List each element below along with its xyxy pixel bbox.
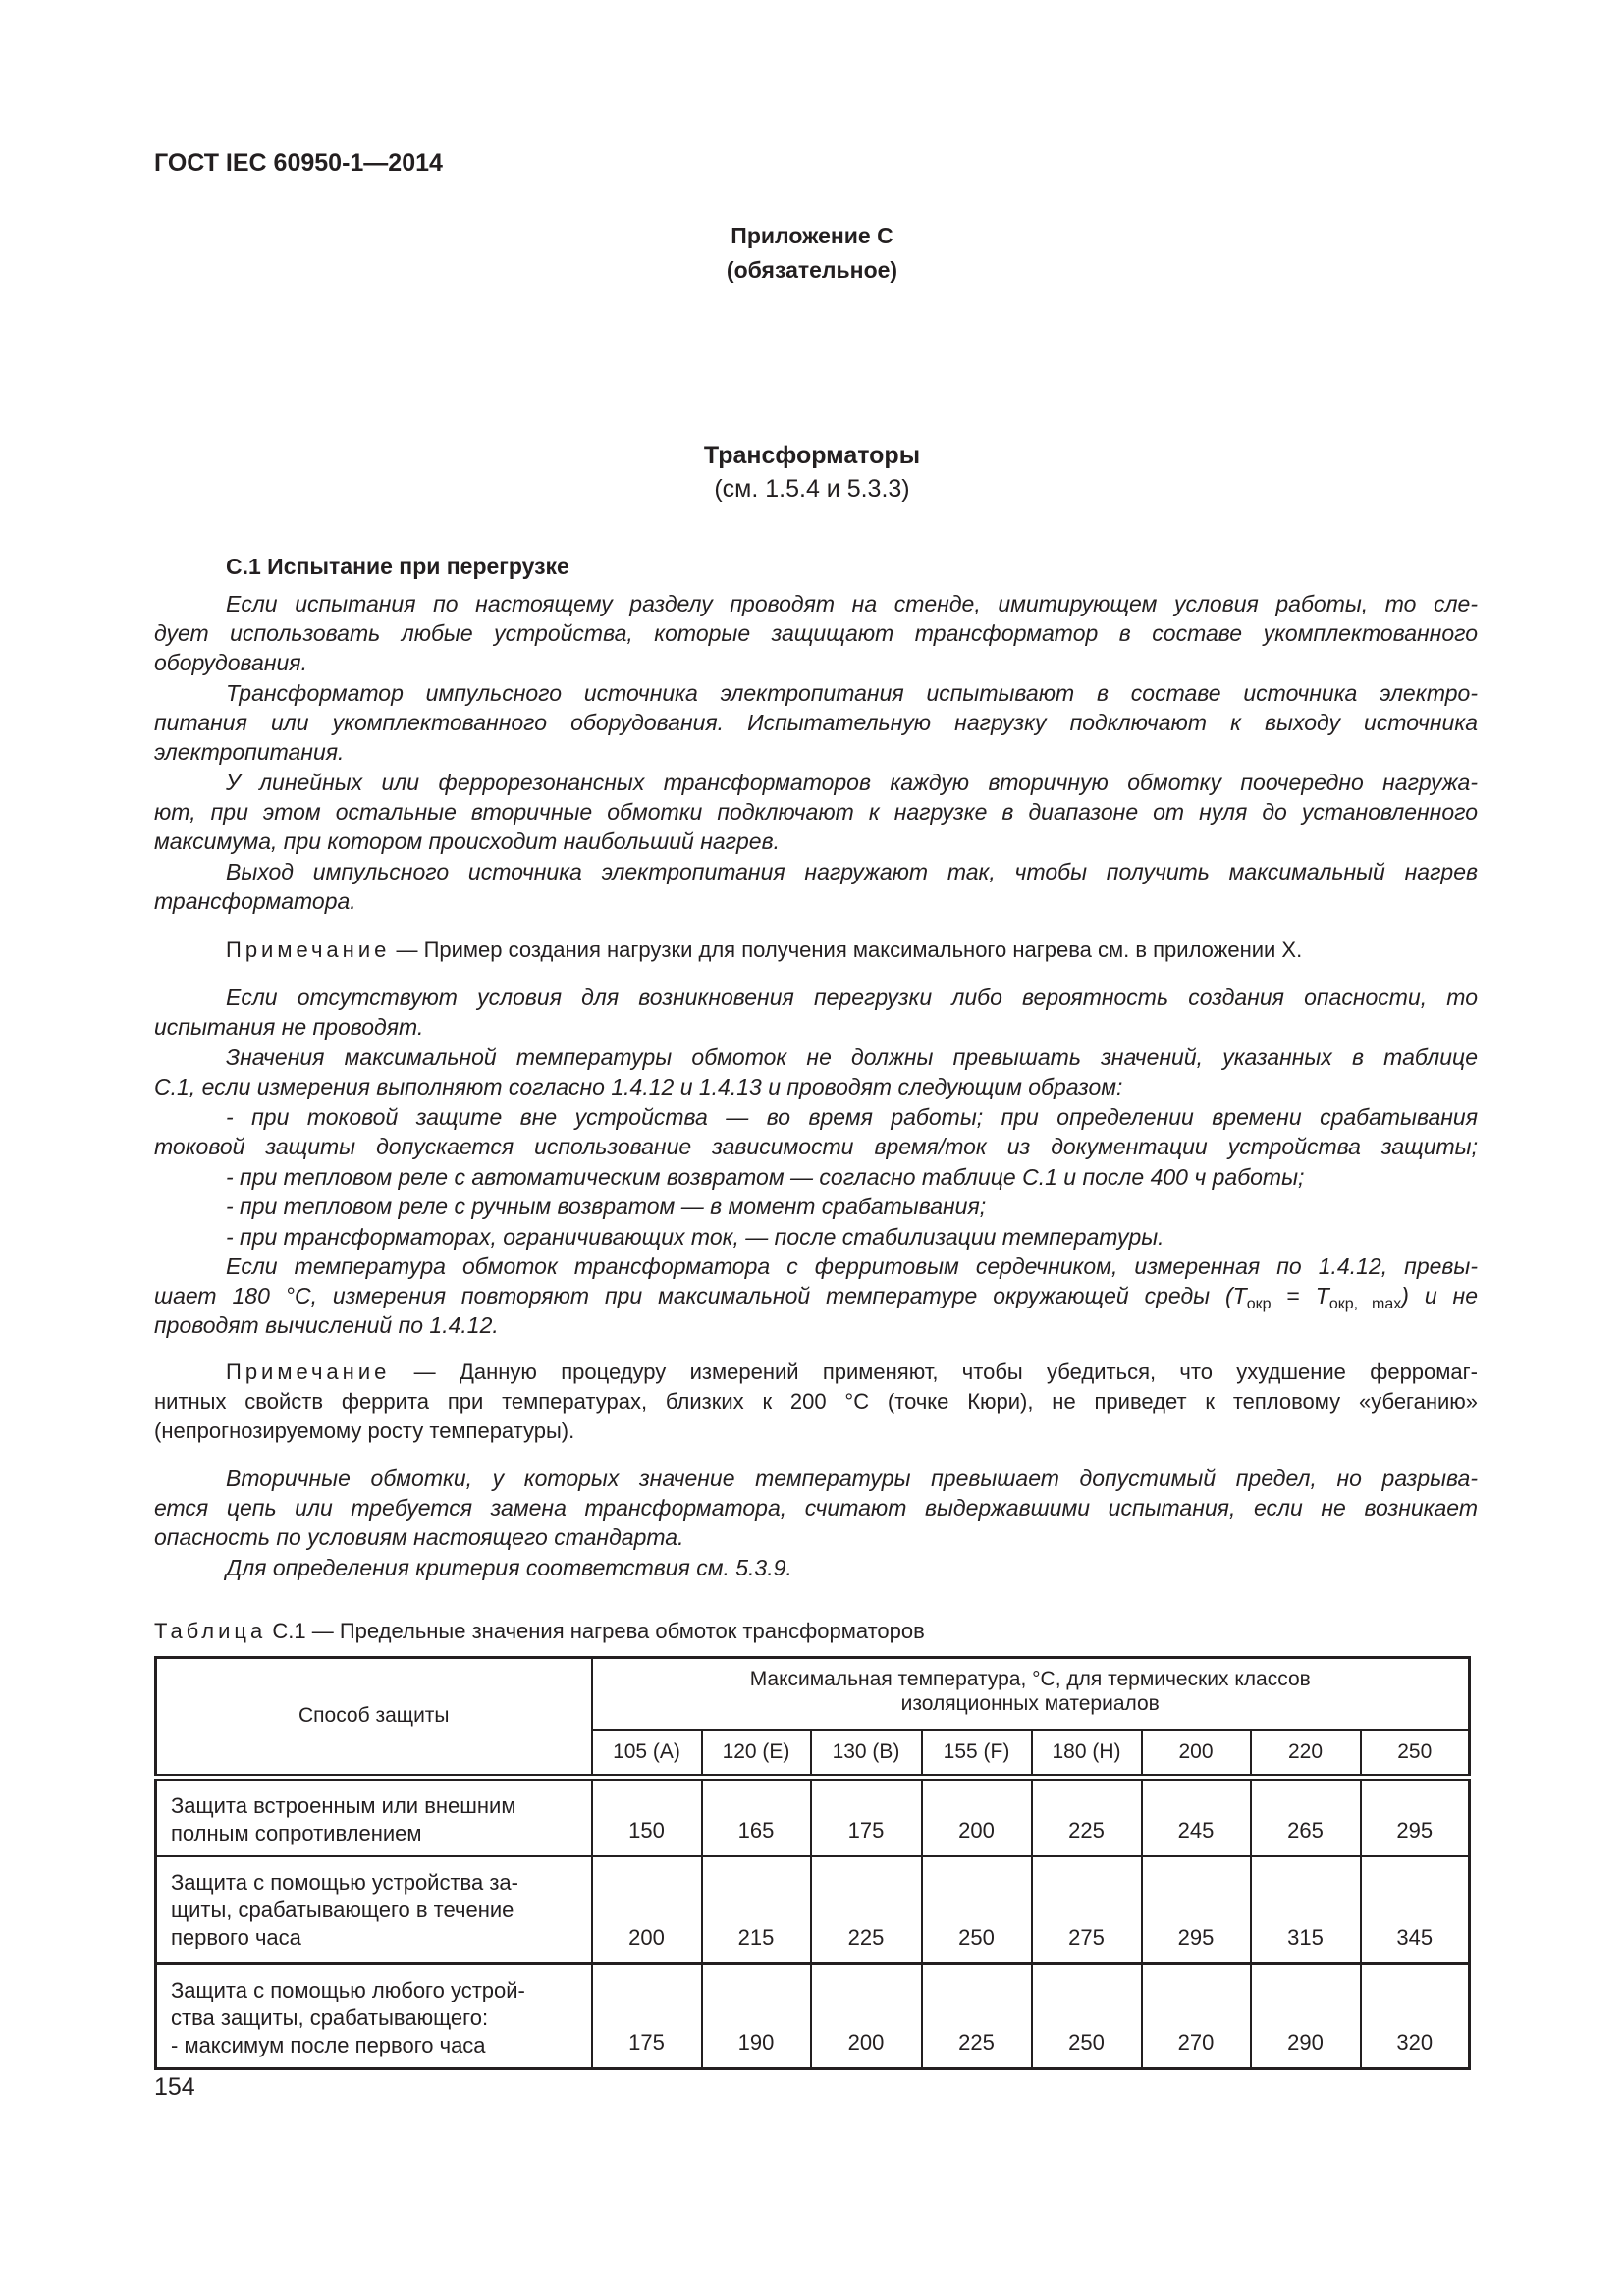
row-label-line: щиты, срабатывающего в течение (171, 1896, 514, 1922)
note-line: (непрогнозируемому росту температуры). (154, 1418, 575, 1443)
row-label-line: первого часа (171, 1924, 301, 1949)
list-item: - при тепловом реле с автоматическим возвратом — согласно таблице С.1 и после 400 ч работы; (226, 1164, 1305, 1190)
paragraph-line: ют, при этом остальные вторичные обмотки подключают к нагрузке в диапазоне от нуля до установленного (154, 799, 1478, 825)
annex-status: (обязательное) (726, 257, 898, 283)
annex-subtitle: (см. 1.5.4 и 5.3.3) (714, 475, 910, 503)
table-cell: 200 (592, 1856, 702, 1964)
table-cell: 320 (1361, 1964, 1470, 2069)
table-cell: 345 (1361, 1856, 1470, 1964)
table-row (156, 1964, 1470, 2069)
paragraph-line: Выход импульсного источника электропитания нагружают так, чтобы получить максимальный нагрев (226, 859, 1478, 884)
table-cell: 295 (1142, 1856, 1251, 1964)
table-cell: 215 (702, 1856, 811, 1964)
table-cell: 265 (1251, 1777, 1361, 1856)
paragraph-line: проводят вычислений по 1.4.12. (154, 1312, 499, 1338)
note-text: — Пример создания нагрузки для получения максимального нагрева см. в приложении Х. (390, 937, 1303, 962)
table-cell: 275 (1032, 1856, 1142, 1964)
column-header-class: 155 (F) (922, 1730, 1032, 1778)
note (226, 1359, 1478, 1386)
table-cell: 175 (592, 1964, 702, 2069)
paragraph-line: Если температура обмоток трансформатора с ферритовым сердечником, измеренная по 1.4.12, превы- (226, 1254, 1478, 1279)
paragraph-line: С.1, если измерения выполняют согласно 1.4.12 и 1.4.13 и проводят следующим образом: (154, 1074, 1123, 1099)
paragraph-line: Трансформатор импульсного источника электропитания испытывают в составе источника электро- (226, 680, 1478, 706)
note-line: нитных свойств феррита при температурах, близких к 200 °С (точке Кюри), не приведет к тепловому «убеганию» (154, 1389, 1478, 1414)
table-cell: 315 (1251, 1856, 1361, 1964)
row-label-line: ства защиты, срабатывающего: (171, 2005, 489, 2030)
paragraph-line: Если испытания по настоящему разделу проводят на стенде, имитирующем условия работы, то сле- (226, 591, 1478, 616)
note-label: Примечание (226, 1360, 391, 1384)
row-label (156, 1777, 592, 1856)
table-cell: 200 (811, 1964, 922, 2069)
table-cell: 165 (702, 1777, 811, 1856)
document-code: ГОСТ IEC 60950-1—2014 (154, 149, 443, 177)
column-header-max-temperature (592, 1658, 1470, 1730)
row-label (156, 1964, 592, 2069)
table-row (156, 1856, 1470, 1964)
column-header-class: 130 (B) (811, 1730, 922, 1778)
row-label-line: Защита с помощью устройства за- (171, 1869, 518, 1895)
section-heading: С.1 Испытание при перегрузке (226, 554, 569, 579)
table-cell: 250 (922, 1856, 1032, 1964)
subscript: окр, max (1328, 1296, 1402, 1312)
text-fragment: ) и не (1401, 1283, 1478, 1308)
paragraph-line: испытания не проводят. (154, 1014, 424, 1040)
column-header-class: 105 (A) (592, 1730, 702, 1778)
paragraph-line: Если отсутствуют условия для возникновения перегрузки либо вероятность создания опасности, то (226, 985, 1478, 1010)
table-cell: 225 (1032, 1777, 1142, 1856)
note (226, 936, 1302, 964)
list-item-line: - при токовой защите вне устройства — во время работы; при определении времени срабатывания (226, 1104, 1478, 1130)
row-label-line: полным сопротивлением (171, 1820, 422, 1845)
annex-label: Приложение С (731, 223, 893, 248)
paragraph-line: максимума, при котором происходит наибольший нагрев. (154, 828, 780, 854)
paragraph-line: дует использовать любые устройства, которые защищают трансформатор в составе укомплектованного (154, 620, 1478, 646)
symbol-t: T (1232, 1283, 1247, 1308)
table-cell: 225 (922, 1964, 1032, 2069)
list-item: - при трансформаторах, ограничивающих ток, — после стабилизации температуры. (226, 1224, 1164, 1250)
table-caption (154, 1618, 925, 1645)
table-cell: 200 (922, 1777, 1032, 1856)
paragraph-line: ется цепь или требуется замена трансформатора, считают выдержавшими испытания, если не возникает (154, 1495, 1478, 1521)
paragraph-line-formula (154, 1282, 1478, 1312)
table-cell: 245 (1142, 1777, 1251, 1856)
column-header-class: 180 (H) (1032, 1730, 1142, 1778)
table-cell: 225 (811, 1856, 922, 1964)
table-cell: 270 (1142, 1964, 1251, 2069)
table-cell: 295 (1361, 1777, 1470, 1856)
table-caption-label: Таблица (154, 1619, 267, 1643)
paragraph-line: Значения максимальной температуры обмоток не должны превышать значений, указанных в таблице (226, 1044, 1478, 1070)
table-cell: 190 (702, 1964, 811, 2069)
table-row (156, 1777, 1470, 1856)
paragraph-line: электропитания. (154, 739, 345, 765)
row-label-line: Защита с помощью любого устрой- (171, 1978, 525, 2002)
column-header-method: Способ защиты (156, 1658, 592, 1778)
paragraph-line: Для определения критерия соответствия см. 5.3.9. (226, 1555, 792, 1580)
column-header-class: 200 (1142, 1730, 1251, 1778)
paragraph-line: опасность по условиям настоящего стандарта. (154, 1524, 684, 1550)
note-label: Примечание (226, 937, 391, 962)
paragraph-line: питания или укомплектованного оборудования. Испытательную нагрузку подключают к выходу источника (154, 710, 1478, 735)
table-cell: 290 (1251, 1964, 1361, 2069)
row-label-line: Защита встроенным или внешним (171, 1792, 516, 1818)
row-label-line: - максимум после первого часа (171, 2033, 486, 2057)
note-text: — Данную процедуру измерений применяют, чтобы убедиться, что ухудшение ферромаг- (390, 1360, 1478, 1384)
column-header-class: 120 (E) (702, 1730, 811, 1778)
column-header-class: 250 (1361, 1730, 1470, 1778)
page-number: 154 (154, 2073, 195, 2101)
paragraph-line: Вторичные обмотки, у которых значение температуры превышает допустимый предел, но разрыва- (226, 1466, 1478, 1491)
column-header-class: 220 (1251, 1730, 1361, 1778)
temperature-limits-table (154, 1656, 1471, 2070)
paragraph-line: оборудования. (154, 650, 307, 675)
column-header-line: изоляционных материалов (900, 1692, 1160, 1715)
table-cell: 150 (592, 1777, 702, 1856)
column-header-line: Максимальная температура, °С, для термических классов (749, 1668, 1311, 1690)
symbol-t: T (1315, 1283, 1329, 1308)
row-label (156, 1856, 592, 1964)
annex-title: Трансформаторы (703, 442, 921, 469)
list-item-line: токовой защиты допускается использование зависимости время/ток из документации устройства защиты; (154, 1134, 1478, 1159)
paragraph-line: трансформатора. (154, 888, 356, 914)
table-caption-text: С.1 — Предельные значения нагрева обмоток трансформаторов (266, 1619, 925, 1643)
paragraph-line: У линейных или феррорезонансных трансформаторов каждую вторичную обмотку поочередно нагружа- (226, 770, 1478, 795)
text-fragment: шает 180 °С, измерения повторяют при максимальной температуре окружающей среды ( (154, 1283, 1233, 1308)
table-cell: 250 (1032, 1964, 1142, 2069)
table-cell: 175 (811, 1777, 922, 1856)
text-fragment: = (1271, 1283, 1316, 1308)
list-item: - при тепловом реле с ручным возвратом — в момент срабатывания; (226, 1194, 987, 1219)
subscript: окр (1246, 1296, 1272, 1312)
